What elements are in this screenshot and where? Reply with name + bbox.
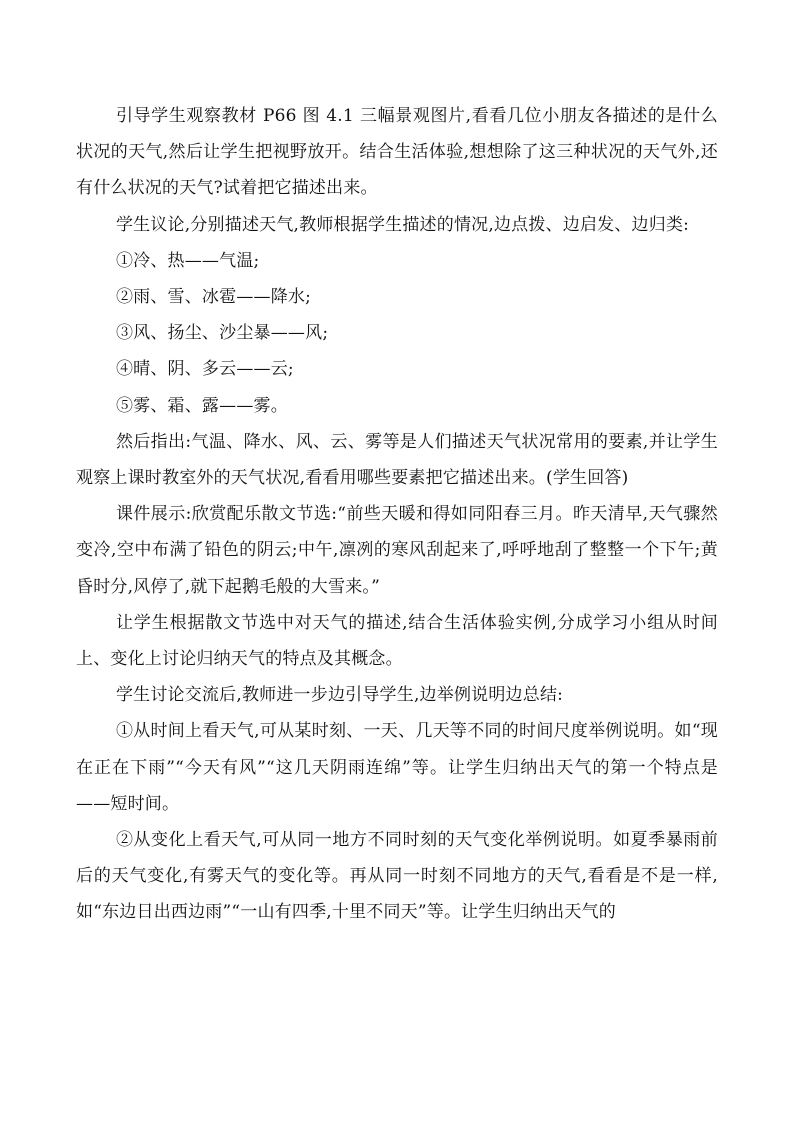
- paragraph-courseware-prose: 课件展示:欣赏配乐散文节选:“前些天暖和得如同阳春三月。昨天清早,天气骤然变冷,空中布满了铅色的阴云;中午,凛冽的寒风刮起来了,呼呼地刮了整整一个下午;黄昏时分,风停了,就下起鹅毛般的大雪来。”: [76, 504, 718, 597]
- list-item-fog: ⑤雾、霜、露——雾。: [115, 395, 288, 416]
- paragraph-weather-elements: 然后指出:气温、降水、风、云、雾等是人们描述天气状况常用的要素,并让学生观察上课时教室外的天气状况,看看用哪些要素把它描述出来。(学生回答): [76, 431, 718, 489]
- list-item-temperature: ①冷、热——气温;: [115, 250, 260, 271]
- paragraph-group-discussion: 让学生根据散文节选中对天气的描述,结合生活体验实例,分成学习小组从时间上、变化上讨论归纳天气的特点及其概念。: [76, 612, 718, 670]
- list-item-wind: ③风、扬尘、沙尘暴——风;: [115, 323, 329, 344]
- paragraph-time-feature: ①从时间上看天气,可从某时刻、一天、几天等不同的时间尺度举例说明。如“现在正在下雨”“今天有风”“这几天阴雨连绵”等。让学生归纳出天气的第一个特点是——短时间。: [76, 721, 718, 814]
- paragraph-change-feature: ②从变化上看天气,可从同一地方不同时刻的天气变化举例说明。如夏季暴雨前后的天气变化,有雾天气的变化等。再从同一时刻不同地方的天气,看看是不是一样,如“东边日出西边雨”“一山有四季,十里不同天”等。让学生归纳出天气的: [76, 830, 718, 923]
- paragraph-observe-textbook: 引导学生观察教材 P66 图 4.1 三幅景观图片,看看几位小朋友各描述的是什么状况的天气,然后让学生把视野放开。结合生活体验,想想除了这三种状况的天气外,还有什么状况的天气?试着把它描述出来。: [76, 106, 718, 199]
- document-body: [76, 98, 718, 931]
- paragraph-student-discussion: 学生议论,分别描述天气,教师根据学生描述的情况,边点拨、边启发、边归类:: [115, 214, 690, 235]
- list-item-precipitation: ②雨、雪、冰雹——降水;: [115, 287, 312, 308]
- paragraph-teacher-summary: 学生讨论交流后,教师进一步边引导学生,边举例说明边总结:: [115, 685, 564, 706]
- list-item-cloud: ④晴、阴、多云——云;: [115, 359, 294, 380]
